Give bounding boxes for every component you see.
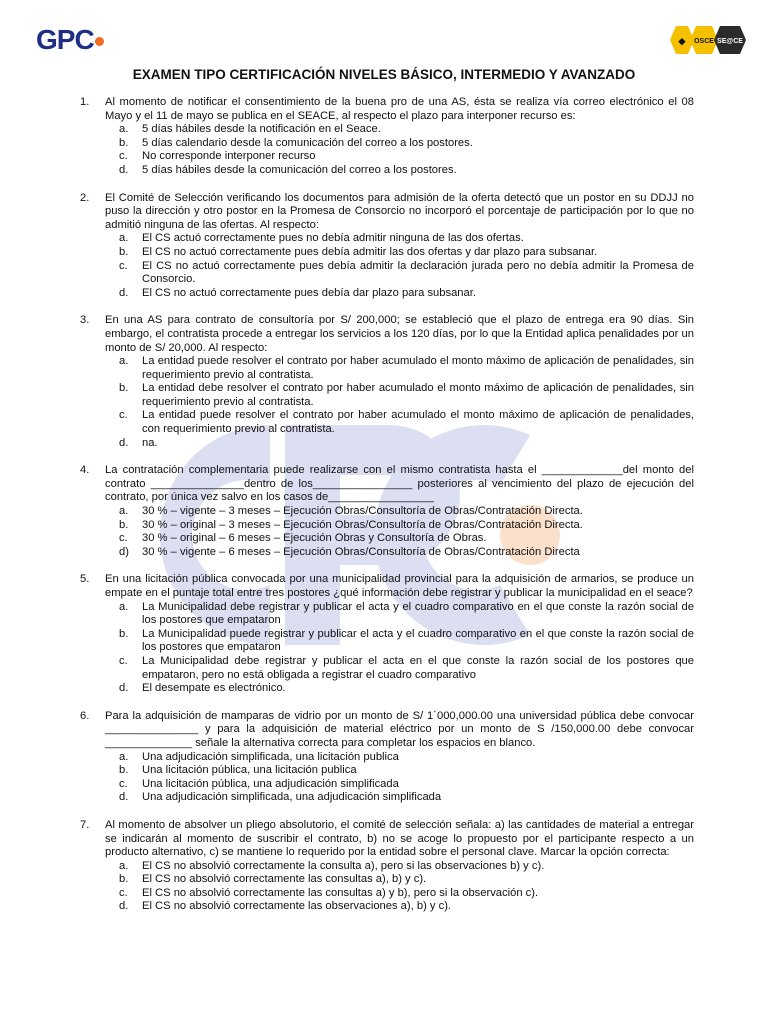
option-letter: c. [119, 150, 128, 163]
answer-option [105, 682, 694, 696]
option-text: La entidad puede resolver el contrato por haber acumulado el monto máximo de aplicación de penalidades, con requerimiento previo al contratista. [142, 409, 694, 436]
answer-option [105, 137, 694, 151]
option-letter: d. [119, 286, 129, 299]
option-text: El CS no actuó correctamente pues debía dar plazo para subsanar. [142, 286, 476, 299]
answer-option [105, 791, 694, 805]
answer-option [105, 546, 694, 560]
question-6 [80, 710, 694, 805]
option-letter: c. [119, 886, 128, 899]
option-letter: a. [119, 123, 129, 136]
option-letter: c. [119, 654, 128, 667]
question-number: 2. [80, 191, 90, 204]
orange-dot-icon [95, 37, 104, 46]
option-text: La Municipalidad debe registrar y publicar el acta en el que conste la razón social de los postores que empataron, pero no está obligada a registrar el cuadro comparativo [142, 654, 694, 681]
question-text: El Comité de Selección verificando los documentos para admisión de la oferta detectó que un postor en su DDJJ no puso la dirección y otro postor en la Promesa de Consorcio no incorporó el porcentaje de participación por lo que no admitió ninguna de las ofertas. Al respecto: [105, 191, 694, 231]
option-letter: c. [119, 777, 128, 790]
option-text: La Municipalidad debe registrar y publicar el acta y el cuadro comparativo en el que conste la razón social de los postores que empataron [142, 600, 694, 627]
option-text: La entidad debe resolver el contrato por haber acumulado el monto máximo de aplicación de penalidades, sin requerimiento previo al contratista. [142, 382, 694, 408]
answer-option [105, 601, 694, 628]
question-3 [80, 314, 694, 450]
option-letter: b. [119, 627, 129, 640]
option-text: 30 % – vigente – 3 meses – Ejecución Obras/Consultoría de Obras/Contratación Directa. [142, 505, 583, 518]
question-2 [80, 192, 694, 301]
option-text: La Municipalidad puede registrar y publicar el acta y el cuadro comparativo en el que conste la razón social de los postores que empataron [142, 627, 694, 654]
answer-option [105, 628, 694, 655]
option-letter: b. [119, 873, 129, 886]
option-text: El CS no actuó correctamente pues debía admitir las dos ofertas y dar plazo para subsanar. [142, 245, 598, 258]
question-text: En una licitación pública convocada por una municipalidad provincial para la adquisición de armarios, se produce un empate en el puntaje total entre tres postores ¿qué información debe registrar y publicar la municipalidad en el seace? [105, 573, 694, 599]
question-text: En una AS para contrato de consultoría por S/ 200,000; se estableció que el plazo de entrega era 90 días. Sin embargo, el contratista procede a entregar los servicios a los 120 días, por lo que la Entidad aplica penalidades por un monto de S/ 20,000. Al respecto: [105, 314, 694, 354]
question-number: 1. [80, 96, 90, 108]
svg-text:◆: ◆ [678, 36, 686, 46]
answer-option [105, 532, 694, 546]
gpc-logo-text: GPC [36, 24, 94, 55]
option-letter: d. [119, 682, 129, 695]
answer-option [105, 655, 694, 682]
option-letter: a. [119, 505, 129, 518]
option-text: El CS no actuó correctamente pues debía admitir la declaración jurada pero no debía admitir la Promesa de Consorcio. [142, 259, 694, 286]
answer-option [105, 764, 694, 778]
option-text: 30 % – vigente – 6 meses – Ejecución Obras/Consultoría de Obras/Contratación Directa [142, 545, 580, 558]
option-letter: b. [119, 245, 129, 258]
option-letter: c. [119, 259, 128, 272]
answer-option [105, 519, 694, 533]
answer-option [105, 260, 694, 287]
question-text: Al momento de absolver un pliego absolutorio, el comité de selección señala: a) las cantidades de material a entregar se indicarán al momento de suscribir el contrato, b) no se acoge lo propuesto por el participante respecto a un producto alternativo, c) se mantiene lo requerido por la entidad sobre el personal clave. Marcar la opción correcta: [105, 818, 694, 859]
page-header [0, 0, 768, 70]
option-letter: a. [119, 600, 129, 613]
option-text: El CS no absolvió correctamente la consulta a), pero si las observaciones b) y c). [142, 859, 545, 872]
question-number: 4. [80, 464, 90, 477]
option-text: La entidad puede resolver el contrato por haber acumulado el monto máximo de aplicación de penalidades, sin requerimiento previo al contratista. [142, 355, 694, 381]
answer-option [105, 287, 694, 301]
questions-list [80, 96, 694, 928]
option-text: na. [142, 436, 158, 449]
option-letter: c. [119, 409, 128, 422]
option-text: Una adjudicación simplificada, una adjudicación simplificada [142, 791, 442, 804]
answer-option [105, 382, 694, 409]
answer-option [105, 232, 694, 246]
question-number: 7. [80, 818, 90, 831]
answer-option [105, 437, 694, 451]
option-letter: b. [119, 764, 129, 777]
question-number: 5. [80, 573, 90, 586]
gpc-logo [36, 24, 104, 56]
option-text: 5 días calendario desde la comunicación del correo a los postores. [142, 136, 473, 149]
option-letter: b. [119, 382, 129, 395]
exam-title: EXAMEN TIPO CERTIFICACIÓN NIVELES BÁSICO, INTERMEDIO Y AVANZADO [132, 67, 636, 82]
option-letter: a. [119, 232, 129, 245]
option-text: El CS no absolvió correctamente las consultas a), b) y c). [142, 873, 427, 886]
option-text: Una adjudicación simplificada, una licitación publica [142, 750, 399, 763]
option-letter: c. [119, 532, 128, 545]
answer-option [105, 246, 694, 260]
option-letter: a. [119, 859, 129, 872]
question-text: Para la adquisición de mamparas de vidrio por un monto de S/ 1´000,000.00 una universidad pública debe convocar _______________ y para la adquisición de material eléctrico por un monto de S /150,000.00 debe convocar ______________ señale la alternativa correcta para completar los espacios en blanco. [105, 709, 694, 749]
option-letter: a. [119, 355, 129, 368]
option-letter: d. [119, 163, 129, 176]
option-letter: b. [119, 136, 129, 149]
question-text: Al momento de notificar el consentimiento de la buena pro de una AS, ésta se realiza vía correo electrónico el 08 Mayo y el 11 de mayo se publica en el SEACE, al respecto el plazo para interponer recurso es: [105, 96, 694, 122]
question-4 [80, 464, 694, 559]
option-letter: d. [119, 900, 129, 913]
question-1 [80, 96, 694, 178]
answer-option [105, 778, 694, 792]
option-text: El desempate es electrónico. [142, 682, 286, 695]
option-text: El CS no absolvió correctamente las observaciones a), b) y c). [142, 900, 452, 913]
answer-option [105, 150, 694, 164]
option-text: 5 días hábiles desde la notificación en el Seace. [142, 123, 381, 136]
question-text: La contratación complementaria puede realizarse con el mismo contratista hasta el _____________del monto del contrato _______________dentro de los________________ posteriores al vencimiento del plazo de ejecución del contrato, por única vez salvo en los casos de_________________ [105, 464, 694, 504]
answer-option [105, 409, 694, 436]
answer-option [105, 164, 694, 178]
option-letter: d. [119, 436, 129, 449]
question-7 [80, 819, 694, 914]
option-text: 30 % – original – 3 meses – Ejecución Obras/Consultoría de Obras/Contratación Directa. [142, 518, 583, 531]
answer-option [105, 355, 694, 382]
osce-seace-logo [668, 24, 748, 56]
svg-text:SE@CE: SE@CE [717, 38, 743, 45]
option-letter: b. [119, 518, 129, 531]
question-5 [80, 573, 694, 695]
option-text: 5 días hábiles desde la comunicación del correo a los postores. [142, 163, 457, 176]
question-number: 3. [80, 314, 90, 327]
answer-option [105, 873, 694, 887]
answer-option [105, 751, 694, 765]
answer-option [105, 860, 694, 874]
option-text: Una licitación pública, una licitación publica [142, 764, 357, 777]
answer-option [105, 123, 694, 137]
option-text: No corresponde interponer recurso [142, 150, 316, 163]
option-letter: a. [119, 750, 129, 763]
option-text: El CS no absolvió correctamente las consultas a) y b), pero si la observación c). [142, 886, 539, 899]
option-letter: d) [119, 545, 129, 558]
option-text: El CS actuó correctamente pues no debía admitir ninguna de las dos ofertas. [142, 232, 524, 245]
answer-option [105, 900, 694, 914]
option-text: 30 % – original – 6 meses – Ejecución Obras y Consultoría de Obras. [142, 532, 487, 545]
answer-option [105, 505, 694, 519]
option-letter: d. [119, 791, 129, 804]
svg-text:OSCE: OSCE [694, 38, 714, 45]
answer-option [105, 887, 694, 901]
question-number: 6. [80, 709, 90, 722]
option-text: Una licitación pública, una adjudicación simplificada [142, 777, 399, 790]
